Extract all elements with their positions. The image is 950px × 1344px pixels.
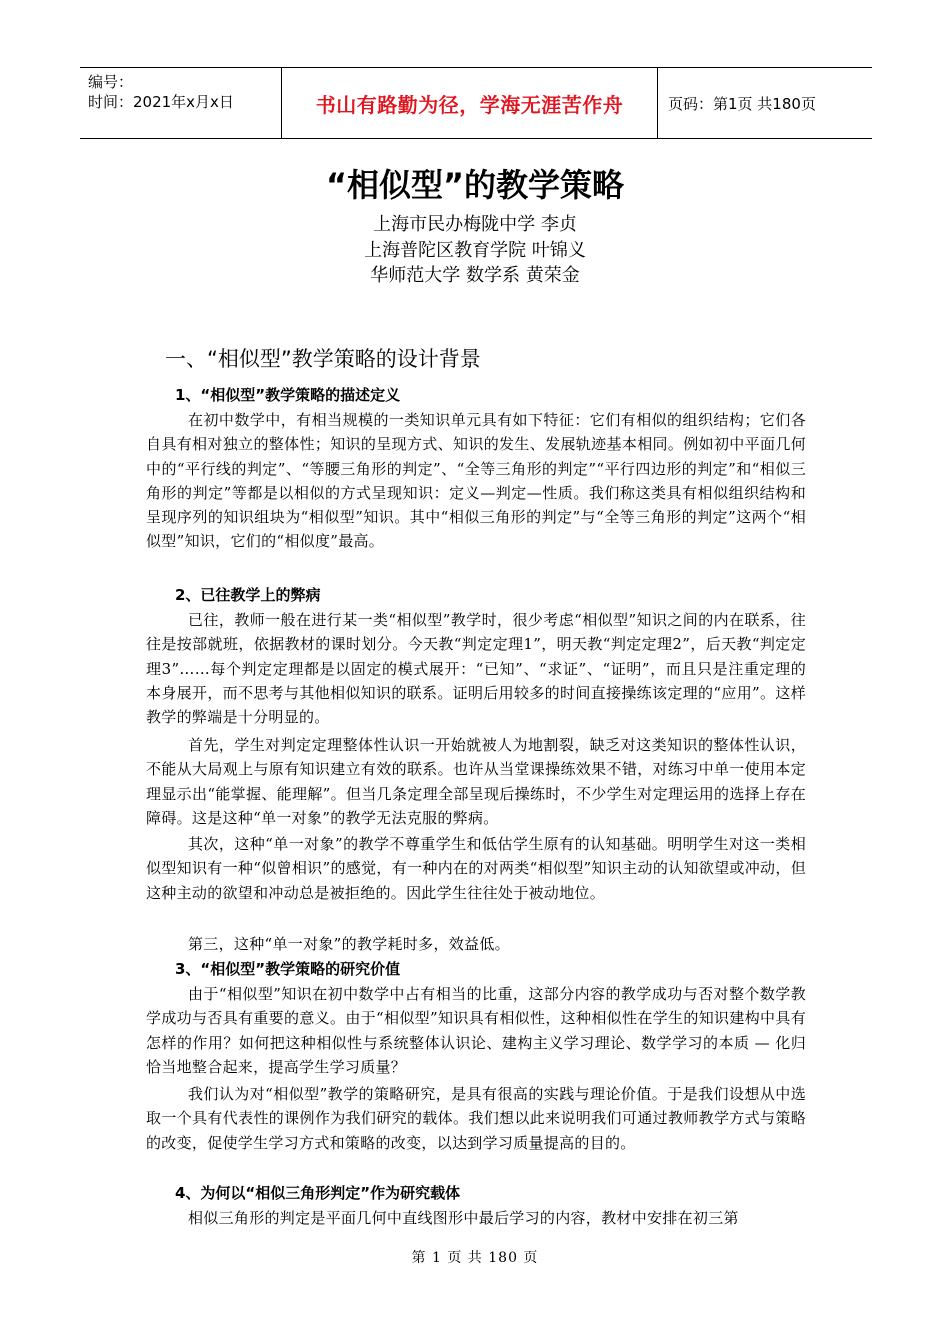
subsection-heading: 4、为何以“相似三角形判定”作为研究载体 — [175, 1184, 461, 1202]
paragraph: 已往，教师一般在进行某一类“相似型”教学时，很少考虑“相似型”知识之间的内在联系，往往是按部就班，依据教材的课时划分。今天教“判定定理1”，明天教“判定定理2”，后天教“判定定理3”……每个判定定理都是以固定的模式展开：“已知”、“求证”、“证明”，而且只是注重定理的本身展开，而不思考与其他相似知识的联系。证明后用较多的时间直接操练该定理的“应用”。这样教学的弊端是十分明显的。 — [146, 611, 806, 727]
number-label: 编号： — [88, 73, 134, 91]
paragraph: 其次，这种“单一对象”的教学不尊重学生和低估学生原有的认知基础。明明学生对这一类相似型知识有一种“似曾相识”的感觉，有一种内在的对两类“相似型”知识主动的认知欲望或冲动，但这种主动的欲望和冲动总是被拒绝的。因此学生往往处于被动地位。 — [146, 835, 806, 902]
subsection-heading: 2、已往教学上的弊病 — [175, 586, 321, 604]
page-footer: 第 1 页 共 180 页 — [411, 1250, 539, 1266]
paragraph: 由于“相似型”知识在初中数学中占有相当的比重，这部分内容的教学成功与否对整个数学教学成功与否具有重要的意义。由于“相似型”知识具有相似性，这种相似性在学生的知识建构中具有怎样的作用？如何把这种相似性与系统整体认识论、建构主义学习理论、数学学习的本质 — 化归恰当地整合起来，提高学生学习质量？ — [146, 985, 806, 1076]
motto: 书山有路勤为径，学海无涯苦作舟 — [282, 68, 658, 138]
paragraph: 相似三角形的判定是平面几何中直线图形中最后学习的内容，教材中安排在初三第 — [188, 1209, 739, 1227]
document-title: “相似型”的教学策略 — [325, 166, 625, 204]
subsection-heading: 1、“相似型”教学策略的描述定义 — [175, 386, 401, 404]
author-line: 上海市民办梅陇中学 李贞 — [373, 214, 577, 235]
date-label: 时间：2021年x月x日 — [88, 93, 234, 111]
subsection-heading: 3、“相似型”教学策略的研究价值 — [175, 960, 401, 978]
header-left-cell — [80, 68, 282, 138]
paragraph: 首先，学生对判定定理整体性认识一开始就被人为地割裂，缺乏对这类知识的整体性认识，不能从大局观上与原有知识建立有效的联系。也许从当堂课操练效果不错，对练习中单一使用本定理显示出“能掌握、能理解”。但当几条定理全部呈现后操练时，不少学生对定理运用的选择上存在障碍。这是这种“单一对象”的教学无法克服的弊病。 — [146, 736, 806, 827]
header-table — [80, 67, 872, 139]
author-line: 华师范大学 数学系 黄荣金 — [370, 265, 580, 286]
paragraph: 我们认为对“相似型”教学的策略研究，是具有很高的实践与理论价值。于是我们设想从中选取一个具有代表性的课例作为我们研究的载体。我们想以此来说明我们可通过教师教学方式与策略的改变，促使学生学习方式和策略的改变，以达到学习质量提高的目的。 — [146, 1085, 806, 1152]
author-line: 上海普陀区教育学院 叶锦义 — [364, 240, 586, 261]
section-heading: 一、“相似型”教学策略的设计背景 — [165, 347, 481, 371]
paragraph: 第三，这种“单一对象”的教学耗时多，效益低。 — [188, 935, 510, 953]
paragraph: 在初中数学中，有相当规模的一类知识单元具有如下特征：它们有相似的组织结构；它们各自具有相对独立的整体性；知识的呈现方式、知识的发生、发展轨迹基本相同。例如初中平面几何中的“平行线的判定”、“等腰三角形的判定”、“全等三角形的判定”“平行四边形的判定”和“相似三角形的判定”等都是以相似的方式呈现知识：定义—判定—性质。我们称这类具有相似组织结构和呈现序列的知识组块为“相似型”知识。其中“相似三角形的判定”与“全等三角形的判定”这两个“相似型”知识，它们的“相似度”最高。 — [146, 411, 806, 551]
page-info: 页码：第1页 共180页 — [668, 94, 816, 113]
